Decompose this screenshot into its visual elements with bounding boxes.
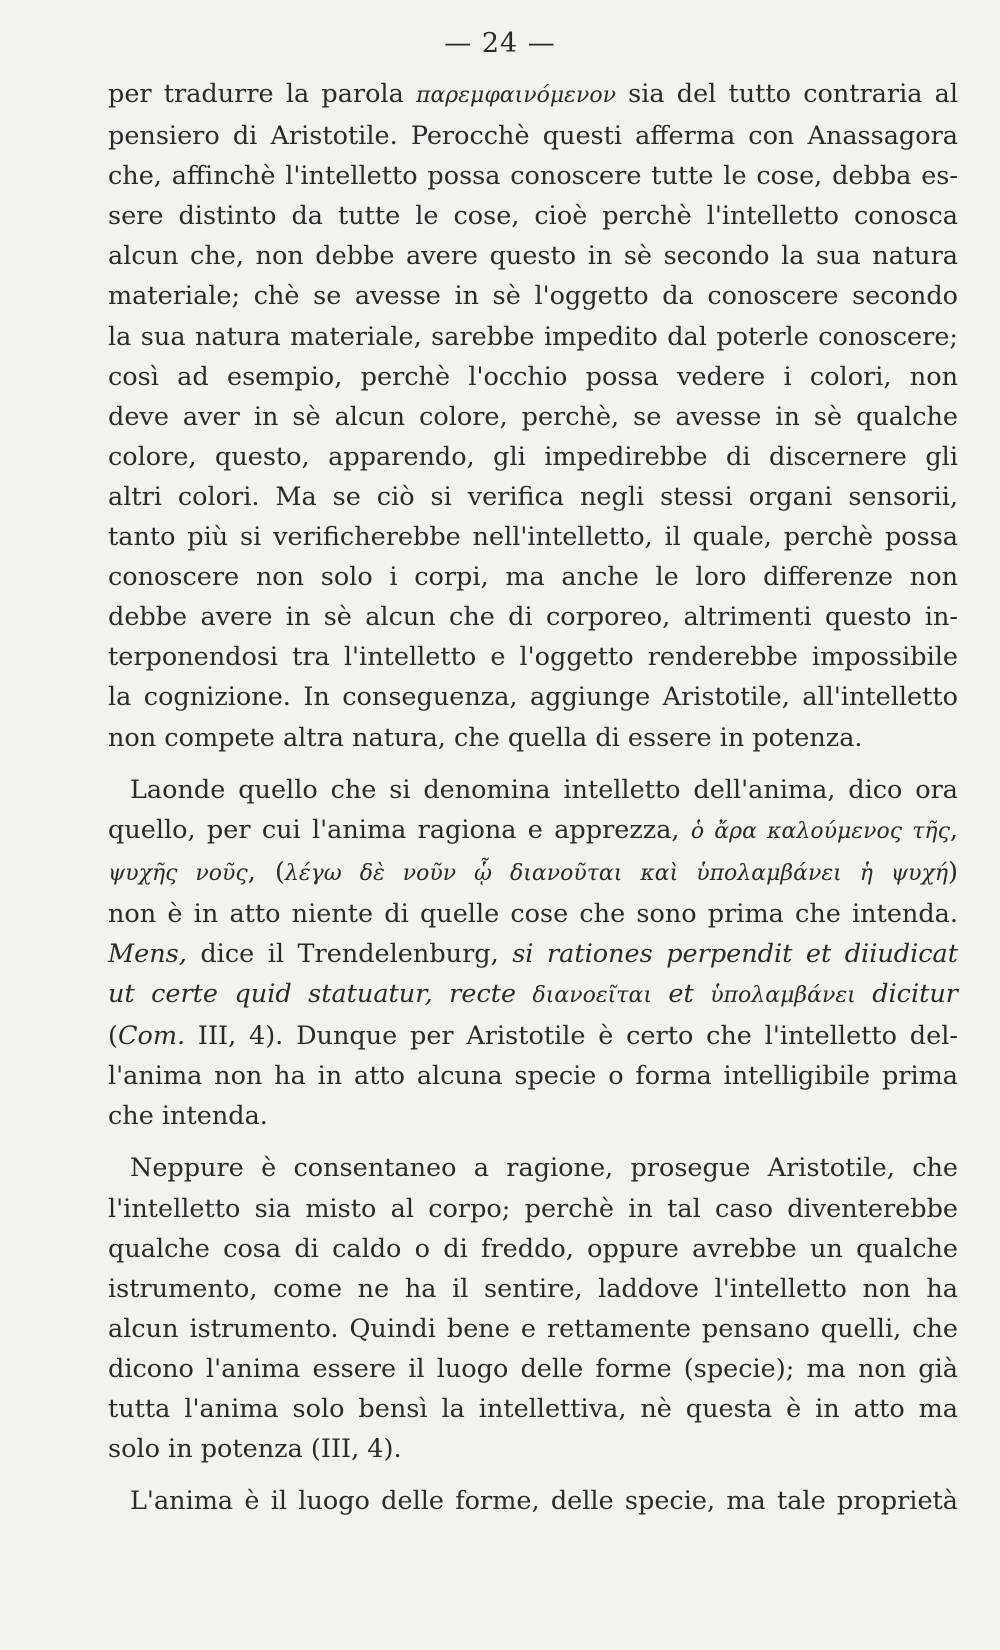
greek-text: ψυχῆς νοῦς bbox=[108, 860, 248, 886]
text-line bbox=[108, 1096, 958, 1136]
text-line bbox=[108, 1481, 958, 1521]
text-line bbox=[108, 276, 958, 316]
text-run: pensiero di Aristotile. Perocchè questi afferma con Anassagora bbox=[108, 121, 958, 152]
italic-text: Mens, bbox=[108, 938, 187, 969]
greek-text: ὁ ἄρα καλούμενος τῆς bbox=[690, 818, 950, 844]
text-run: alcun istrumento. Quindi bene e rettamente pensano quelli, che bbox=[108, 1313, 958, 1344]
text-run: alcun che, non debbe avere questo in sè secondo la sua natura bbox=[108, 241, 958, 272]
text-line bbox=[108, 1389, 958, 1429]
text-line bbox=[108, 74, 958, 116]
text-run: sere distinto da tutte le cose, cioè perchè l'intelletto conosca bbox=[108, 201, 958, 232]
text-line bbox=[108, 1309, 958, 1349]
text-line bbox=[108, 397, 958, 437]
paragraph-gap bbox=[108, 1136, 958, 1148]
text-run: così ad esempio, perchè l'occhio possa vedere i colori, non bbox=[108, 361, 958, 392]
text-run: ( bbox=[108, 1021, 118, 1052]
text-line bbox=[108, 718, 958, 758]
text-run: sia del tutto contraria al bbox=[615, 79, 958, 109]
text-line bbox=[108, 477, 958, 517]
text-line bbox=[108, 357, 958, 397]
paragraph bbox=[108, 1481, 958, 1521]
paragraph-gap bbox=[108, 1469, 958, 1481]
text-run: dice il Trendelenburg, bbox=[186, 938, 513, 969]
text-line bbox=[108, 236, 958, 276]
text-run: non compete altra natura, che quella di essere in potenza. bbox=[108, 722, 863, 753]
text-run: terponendosi tra l'intelletto e l'oggetto renderebbe impossibile bbox=[108, 642, 958, 673]
text-line bbox=[108, 1189, 958, 1229]
text-line bbox=[108, 810, 958, 852]
text-line bbox=[108, 1056, 958, 1096]
text-line bbox=[108, 974, 958, 1016]
text-line bbox=[108, 770, 958, 810]
text-run: tanto più si verificherebbe nell'intelletto, il quale, perchè possa bbox=[108, 522, 958, 553]
text-line bbox=[108, 317, 958, 357]
text-line bbox=[108, 1148, 958, 1188]
text-run: III, 4). Dunque per Aristotile è certo che l'intelletto del- bbox=[185, 1021, 958, 1052]
text-line bbox=[108, 557, 958, 597]
text-run: deve aver in sè alcun colore, perchè, se avesse in sè qualche bbox=[108, 401, 958, 432]
text-line bbox=[108, 894, 958, 934]
text-line bbox=[108, 116, 958, 156]
text-run: L'anima è il luogo delle forme, delle specie, ma tale proprietà bbox=[130, 1486, 958, 1517]
text-run: tutta l'anima solo bensì la intellettiva, nè questa è in atto ma bbox=[108, 1394, 958, 1424]
text-run: quello, per cui l'anima ragiona e apprezza, bbox=[108, 814, 691, 845]
text-run: non è in atto niente di quelle cose che sono prima che intenda. bbox=[108, 898, 958, 929]
italic-text: Com. bbox=[117, 1021, 186, 1052]
text-run: solo in potenza (III, 4). bbox=[108, 1434, 402, 1465]
text-line bbox=[108, 852, 958, 894]
italic-text: et bbox=[651, 979, 711, 1010]
text-run: l'anima non ha in atto alcuna specie o forma intelligibile prima bbox=[108, 1061, 958, 1092]
text-run: Laonde quello che si denomina intelletto dell'anima, dico ora bbox=[130, 774, 958, 805]
italic-text: dicitur bbox=[855, 979, 958, 1010]
italic-text: ut certe quid statuatur, recte bbox=[108, 979, 533, 1010]
text-line bbox=[108, 1269, 958, 1309]
text-line bbox=[108, 677, 958, 717]
paragraph-gap bbox=[108, 758, 958, 770]
text-run: , ( bbox=[247, 856, 285, 887]
text-run: Neppure è consentaneo a ragione, prosegue Aristotile, che bbox=[130, 1153, 958, 1184]
text-line bbox=[108, 1016, 958, 1056]
text-line bbox=[108, 597, 958, 637]
greek-text: διανοεῖται bbox=[532, 983, 652, 1009]
text-line bbox=[108, 437, 958, 477]
text-line bbox=[108, 1229, 958, 1269]
text-run: colore, questo, apparendo, gli impedirebbe di discernere gli bbox=[108, 441, 958, 472]
page-number: — 24 — bbox=[444, 28, 556, 59]
text-line bbox=[108, 196, 958, 236]
text-run: altri colori. Ma se ciò si verifica negli stessi organi sensorii, bbox=[108, 481, 958, 512]
paragraph bbox=[108, 770, 958, 1137]
text-run: materiale; chè se avesse in sè l'oggetto da conoscere secondo bbox=[108, 281, 958, 312]
body-text bbox=[108, 74, 958, 1521]
text-run: per tradurre la parola bbox=[108, 79, 416, 109]
text-run: che intenda. bbox=[108, 1101, 268, 1132]
italic-text: si rationes perpendit et diiudicat bbox=[512, 938, 959, 969]
text-line bbox=[108, 1429, 958, 1469]
greek-text: ὑπολαμβάνει bbox=[710, 983, 856, 1009]
paragraph bbox=[108, 74, 958, 758]
text-run: qualche cosa di caldo o di freddo, oppure avrebbe un qualche bbox=[108, 1233, 958, 1264]
text-run: la cognizione. In conseguenza, aggiunge Aristotile, all'intelletto bbox=[108, 682, 958, 713]
text-line bbox=[108, 934, 958, 974]
text-line bbox=[108, 1349, 958, 1389]
text-run: istrumento, come ne ha il sentire, laddove l'intelletto non ha bbox=[108, 1273, 958, 1304]
text-run: debbe avere in sè alcun che di corporeo, altrimenti questo in- bbox=[108, 602, 958, 633]
text-run: che, affinchè l'intelletto possa conoscere tutte le cose, debba es- bbox=[108, 161, 958, 192]
text-run: l'intelletto sia misto al corpo; perchè in tal caso diventerebbe bbox=[108, 1193, 958, 1224]
greek-text: παρεμφαινόμενον bbox=[415, 83, 616, 108]
text-line bbox=[108, 517, 958, 557]
text-run: , bbox=[949, 814, 959, 845]
text-run: conoscere non solo i corpi, ma anche le loro differenze non bbox=[108, 562, 958, 593]
text-run: dicono l'anima essere il luogo delle forme (specie); ma non già bbox=[108, 1353, 958, 1384]
text-line bbox=[108, 156, 958, 196]
greek-text: λέγω δὲ νοῦν ᾧ διανοῦται καὶ ὑπολαμβάνει ἡ ψυχή bbox=[284, 860, 949, 886]
text-line bbox=[108, 637, 958, 677]
text-run: la sua natura materiale, sarebbe impedito dal poterle conoscere; bbox=[108, 321, 958, 352]
text-run: ) bbox=[948, 856, 958, 887]
paragraph bbox=[108, 1148, 958, 1469]
